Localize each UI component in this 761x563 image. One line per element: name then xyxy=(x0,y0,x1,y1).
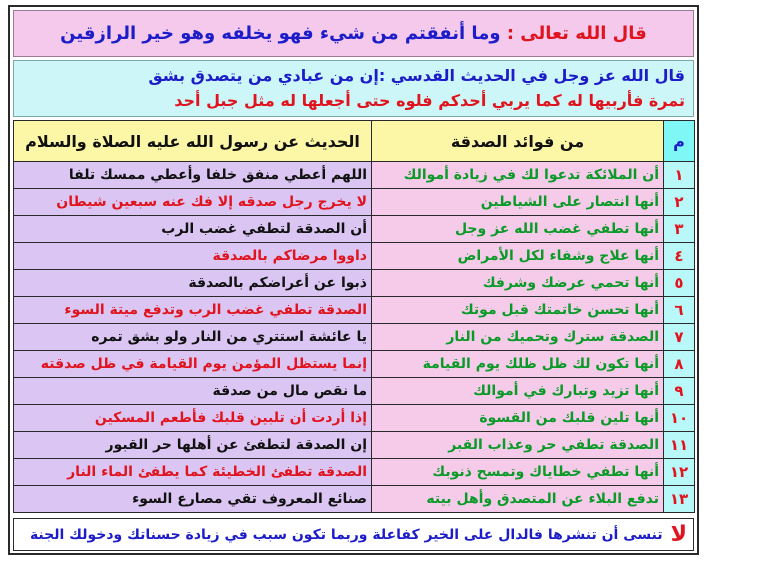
benefit-cell: أنها تكون لك ظل ظلك يوم القيامة xyxy=(372,351,664,378)
footer-note xyxy=(13,518,694,551)
hadith-qudsi-box xyxy=(13,60,694,117)
row-number: ٦ xyxy=(664,297,695,324)
benefit-cell: أنها تزيد وتبارك في أموالك xyxy=(372,378,664,405)
hadith-cell: ما نقص مال من صدقة xyxy=(14,378,372,405)
footer-la: لا xyxy=(670,522,687,547)
hadith-cell: صنائع المعروف تقي مصارع السوء xyxy=(14,486,372,513)
table-row xyxy=(14,270,695,297)
verse-intro: قال الله تعالى : xyxy=(506,23,647,44)
row-number: ١٠ xyxy=(664,405,695,432)
hadith-cell: اللهم أعطي منفق خلفا وأعطي ممسك تلفا xyxy=(14,162,372,189)
table-row xyxy=(14,162,695,189)
table-row xyxy=(14,324,695,351)
hadith-qudsi-line2: تمرة فأربيها له كما يربي أحدكم فلوه حتى أجعلها له مثل جبل أحد xyxy=(174,91,685,110)
hadith-cell: داووا مرضاكم بالصدقة xyxy=(14,243,372,270)
table-row xyxy=(14,297,695,324)
column-header-number: م xyxy=(664,121,695,162)
quran-verse-banner xyxy=(13,10,694,57)
table-row xyxy=(14,189,695,216)
footer-text: تنسى أن تنشرها فالدال على الخير كفاعلة وربما تكون سبب في زيادة حسناتك ودخولك الجنة xyxy=(29,526,663,543)
column-header-hadith: الحديث عن رسول الله عليه الصلاة والسلام xyxy=(14,121,372,162)
table-row xyxy=(14,486,695,513)
table-row xyxy=(14,351,695,378)
hadith-qudsi-line1: قال الله عز وجل في الحديث القدسي :إن من عبادي من يتصدق بشق xyxy=(148,66,685,85)
row-number: ٢ xyxy=(664,189,695,216)
benefit-cell: الصدقة سترك وتحميك من النار xyxy=(372,324,664,351)
table-row xyxy=(14,216,695,243)
row-number: ١ xyxy=(664,162,695,189)
hadith-cell: لا يخرج رجل صدقه إلا فك عنه سبعين شيطان xyxy=(14,189,372,216)
table-row xyxy=(14,432,695,459)
hadith-cell: الصدقة تطفي غضب الرب وتدفع ميتة السوء xyxy=(14,297,372,324)
row-number: ٩ xyxy=(664,378,695,405)
row-number: ٤ xyxy=(664,243,695,270)
hadith-cell: أن الصدقة لتطفي غضب الرب xyxy=(14,216,372,243)
row-number: ٧ xyxy=(664,324,695,351)
row-number: ٣ xyxy=(664,216,695,243)
row-number: ١١ xyxy=(664,432,695,459)
row-number: ١٣ xyxy=(664,486,695,513)
hadith-cell: إنما يستظل المؤمن يوم القيامة في ظل صدقته xyxy=(14,351,372,378)
table-row xyxy=(14,243,695,270)
hadith-cell: إن الصدقة لتطفئ عن أهلها حر القبور xyxy=(14,432,372,459)
benefit-cell: تدفع البلاء عن المتصدق وأهل بيته xyxy=(372,486,664,513)
table-row xyxy=(14,378,695,405)
row-number: ٨ xyxy=(664,351,695,378)
hadith-cell: الصدقة تطفئ الخطيئة كما يطفئ الماء النار xyxy=(14,459,372,486)
row-number: ٥ xyxy=(664,270,695,297)
benefit-cell: أنها تطفي غضب الله عز وجل xyxy=(372,216,664,243)
verse-text: وما أنفقتم من شيء فهو يخلفه وهو خير الرازقين xyxy=(60,23,501,44)
hadith-cell: يا عائشة استتري من النار ولو بشق تمره xyxy=(14,324,372,351)
table-row xyxy=(14,405,695,432)
hadith-cell: إذا أردت أن تلبين قلبك فأطعم المسكين xyxy=(14,405,372,432)
table-header-row xyxy=(14,121,695,162)
row-number: ١٢ xyxy=(664,459,695,486)
table-row xyxy=(14,459,695,486)
benefit-cell: أنها تحمي عرضك وشرفك xyxy=(372,270,664,297)
benefit-cell: أنها تلين قلبك من القسوة xyxy=(372,405,664,432)
poster-frame xyxy=(8,5,699,555)
benefit-cell: أن الملائكة تدعوا لك في زيادة أموالك xyxy=(372,162,664,189)
benefit-cell: أنها تطفي خطاياك وتمسح ذنوبك xyxy=(372,459,664,486)
benefit-cell: أنها علاج وشفاء لكل الأمراض xyxy=(372,243,664,270)
benefit-cell: الصدقة تطفي حر وعذاب القبر xyxy=(372,432,664,459)
column-header-benefits: من فوائد الصدقة xyxy=(372,121,664,162)
hadith-cell: ذبوا عن أعراضكم بالصدقة xyxy=(14,270,372,297)
benefit-cell: أنها تحسن خاتمتك قبل موتك xyxy=(372,297,664,324)
charity-benefits-table xyxy=(13,120,695,513)
benefit-cell: أنها انتصار على الشياطين xyxy=(372,189,664,216)
